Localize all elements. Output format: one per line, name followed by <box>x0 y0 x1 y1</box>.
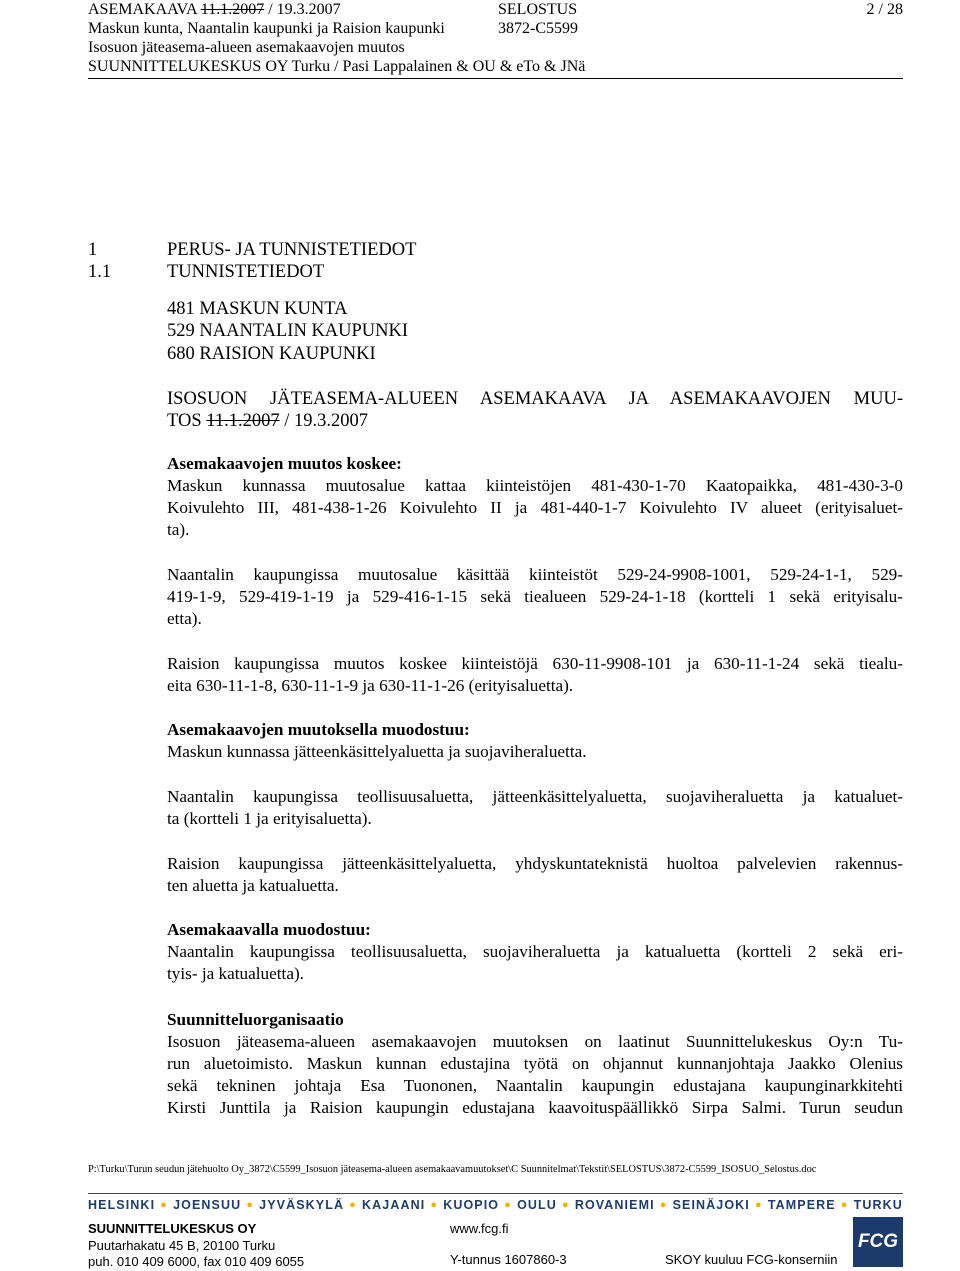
formed-raisio-line: ten aluetta ja katualuetta. <box>167 876 339 895</box>
formed-raisio-line: Raision kaupungissa jätteenkäsittelyaluetta, yhdyskuntateknistä huoltoa palvelevien rakennus- <box>167 854 903 873</box>
footer-website[interactable]: www.fcg.fi <box>450 1221 509 1236</box>
formed-by-changes-section <box>167 719 903 763</box>
section-1-title: PERUS- JA TUNNISTETIEDOT <box>167 240 417 260</box>
city-label: JYVÄSKYLÄ <box>259 1198 345 1212</box>
city-label: SEINÄJOKI <box>672 1198 750 1212</box>
changes-raisio-line: Raision kaupungissa muutos koskee kiinteistöjä 630-11-9908-101 ja 630-11-1-24 sekä tiealu- <box>167 654 903 673</box>
plan-title-line-1: ISOSUON JÄTEASEMA-ALUEEN ASEMAKAAVA JA ASEMAKAAVOJEN MUU- <box>167 389 903 409</box>
formed-by-plan-line: tyis- ja katualuetta). <box>167 964 304 983</box>
planning-org-line: run aluetoimisto. Maskun kunnan edustajina työtä on ohjannut kunnanjohtaja Jaakko Olenius <box>167 1054 903 1073</box>
header-old-date: 11.1.2007 <box>200 1 265 18</box>
header-parties: Maskun kunta, Naantalin kaupunki ja Raision kaupunki <box>88 20 445 37</box>
city-label: ROVANIEMI <box>574 1198 655 1212</box>
changes-naantali-paragraph <box>167 564 903 630</box>
municipality-masku: 481 MASKUN KUNTA <box>167 299 348 319</box>
formed-by-plan-section <box>167 919 903 985</box>
city-label: HELSINKI <box>88 1198 156 1212</box>
formed-naantali-line: Naantalin kaupungissa teollisuusaluetta, jätteenkäsittelyaluetta, suojaviheraluetta ja katualuet- <box>167 787 903 806</box>
header-plan-date <box>88 0 341 20</box>
changes-masku-line: Maskun kunnassa muutosalue kattaa kiinteistöjen 481-430-1-70 Kaatopaikka, 481-430-3-0 <box>167 476 903 495</box>
changes-raisio-line: eita 630-11-1-8, 630-11-1-9 ja 630-11-1-26 (erityisaluetta). <box>167 676 574 695</box>
changes-masku-line: Koivulehto III, 481-438-1-26 Koivulehto II ja 481-440-1-7 Koivulehto IV alueet (erityisaluet- <box>167 498 903 517</box>
plan-title <box>167 388 903 432</box>
formed-by-plan-line: Naantalin kaupungissa teollisuusaluetta, suojaviheraluetta ja katualuetta (kortteli 2 sekä eri- <box>167 942 903 961</box>
changes-naantali-line: etta). <box>167 609 202 628</box>
bullet-icon: ● <box>349 1199 357 1211</box>
municipality-raisio: 680 RAISION KAUPUNKI <box>167 344 376 364</box>
formed-by-plan-heading: Asemakaavalla muodostuu: <box>167 920 371 939</box>
file-path: P:\Turku\Turun seudun jätehuolto Oy_3872\C5599_Isosuon jäteasema-alueen asemakaavamuutokset\C Suunnitelmat\Tekstit\SELOSTUS\3872-C5599_ISOSUO_Selostus.doc <box>88 1164 817 1175</box>
changes-heading: Asemakaavojen muutos koskee: <box>167 454 402 473</box>
changes-masku-line: ta). <box>167 520 190 539</box>
plan-title-line-2: TOS 11.1.2007 / 19.3.2007 <box>167 411 368 431</box>
section-1-1-title: TUNNISTETIEDOT <box>167 262 325 282</box>
city-label: TURKU <box>853 1198 903 1212</box>
city-label: JOENSUU <box>173 1198 242 1212</box>
footer-phone: puh. 010 409 6000, fax 010 409 6055 <box>88 1254 305 1269</box>
section-1-1-number: 1.1 <box>88 262 112 282</box>
changes-naantali-line: Naantalin kaupungissa muutosalue käsittää kiinteistöt 529-24-9908-1001, 529-24-1-1, 529- <box>167 565 903 584</box>
bullet-icon: ● <box>504 1199 512 1211</box>
city-label: TAMPERE <box>767 1198 836 1212</box>
fcg-logo <box>853 1217 903 1267</box>
bullet-icon: ● <box>659 1199 668 1211</box>
header-doc-kind: SELOSTUS <box>498 1 578 18</box>
formed-raisio-paragraph <box>167 853 903 897</box>
footer-address: Puutarhakatu 45 B, 20100 Turku <box>88 1237 276 1253</box>
office-cities-bar <box>88 1193 903 1216</box>
page-header <box>88 0 903 79</box>
changes-section <box>167 453 903 541</box>
formed-naantali-line: ta (kortteli 1 ja erityisaluetta). <box>167 809 372 828</box>
footer-group-note: SKOY kuuluu FCG-konserniin <box>665 1252 838 1267</box>
footer-company-info <box>88 1221 304 1271</box>
header-author-line: SUUNNITTELUKESKUS OY Turku / Pasi Lappalainen & OU & eTo & JNä <box>88 58 586 75</box>
bullet-icon: ● <box>160 1199 168 1211</box>
plan-title-new-date: 19.3.2007 <box>293 411 368 431</box>
changes-raisio-paragraph <box>167 653 903 697</box>
planning-org-line: sekä tekninen johtaja Esa Tuononen, Naantalin kaupungin edustajana kaupunginarkkitehti <box>167 1076 903 1095</box>
header-page-number: 2 / 28 <box>866 1 903 18</box>
header-doc-type: ASEMAKAAVA <box>88 1 197 18</box>
city-label: KUOPIO <box>443 1198 500 1212</box>
header-subject: Isosuon jäteasema-alueen asemakaavojen muutos <box>88 39 405 56</box>
bullet-icon: ● <box>562 1199 570 1211</box>
header-new-date: 19.3.2007 <box>276 1 341 18</box>
planning-org-line: Kirsti Junttila ja Raision kaupungin edustajana kaavoituspäällikkö Sirpa Salmi. Turun seudun <box>167 1098 903 1117</box>
section-1-number: 1 <box>88 240 98 260</box>
header-project-number: 3872-C5599 <box>498 20 578 37</box>
footer-business-id: Y-tunnus 1607860-3 <box>450 1252 567 1267</box>
planning-org-section <box>167 1009 903 1119</box>
municipality-naantali: 529 NAANTALIN KAUPUNKI <box>167 321 409 341</box>
formed-by-changes-heading: Asemakaavojen muutoksella muodostuu: <box>167 720 470 739</box>
bullet-icon: ● <box>754 1199 763 1211</box>
changes-naantali-line: 419-1-9, 529-419-1-19 ja 529-416-1-15 sekä tiealueen 529-24-1-18 (kortteli 1 sekä erityisalu- <box>167 587 903 606</box>
city-label: OULU <box>517 1198 557 1212</box>
planning-org-line: Isosuon jäteasema-alueen asemakaavojen muutoksen on laatinut Suunnittelukeskus Oy:n Tu- <box>167 1032 903 1051</box>
fcg-logo-text: FCG <box>857 1231 899 1252</box>
formed-naantali-paragraph <box>167 786 903 830</box>
formed-masku-line: Maskun kunnassa jätteenkäsittelyaluetta ja suojaviheraluetta. <box>167 742 587 761</box>
plan-title-old-date: 11.1.2007 <box>206 411 280 431</box>
bullet-icon: ● <box>840 1199 849 1211</box>
planning-org-heading: Suunnitteluorganisaatio <box>167 1010 344 1029</box>
city-label: KAJAANI <box>362 1198 426 1212</box>
footer-company-name: SUUNNITTELUKESKUS OY <box>88 1221 257 1236</box>
header-date-separator: / <box>268 1 273 18</box>
bullet-icon: ● <box>430 1199 439 1211</box>
bullet-icon: ● <box>246 1199 255 1211</box>
